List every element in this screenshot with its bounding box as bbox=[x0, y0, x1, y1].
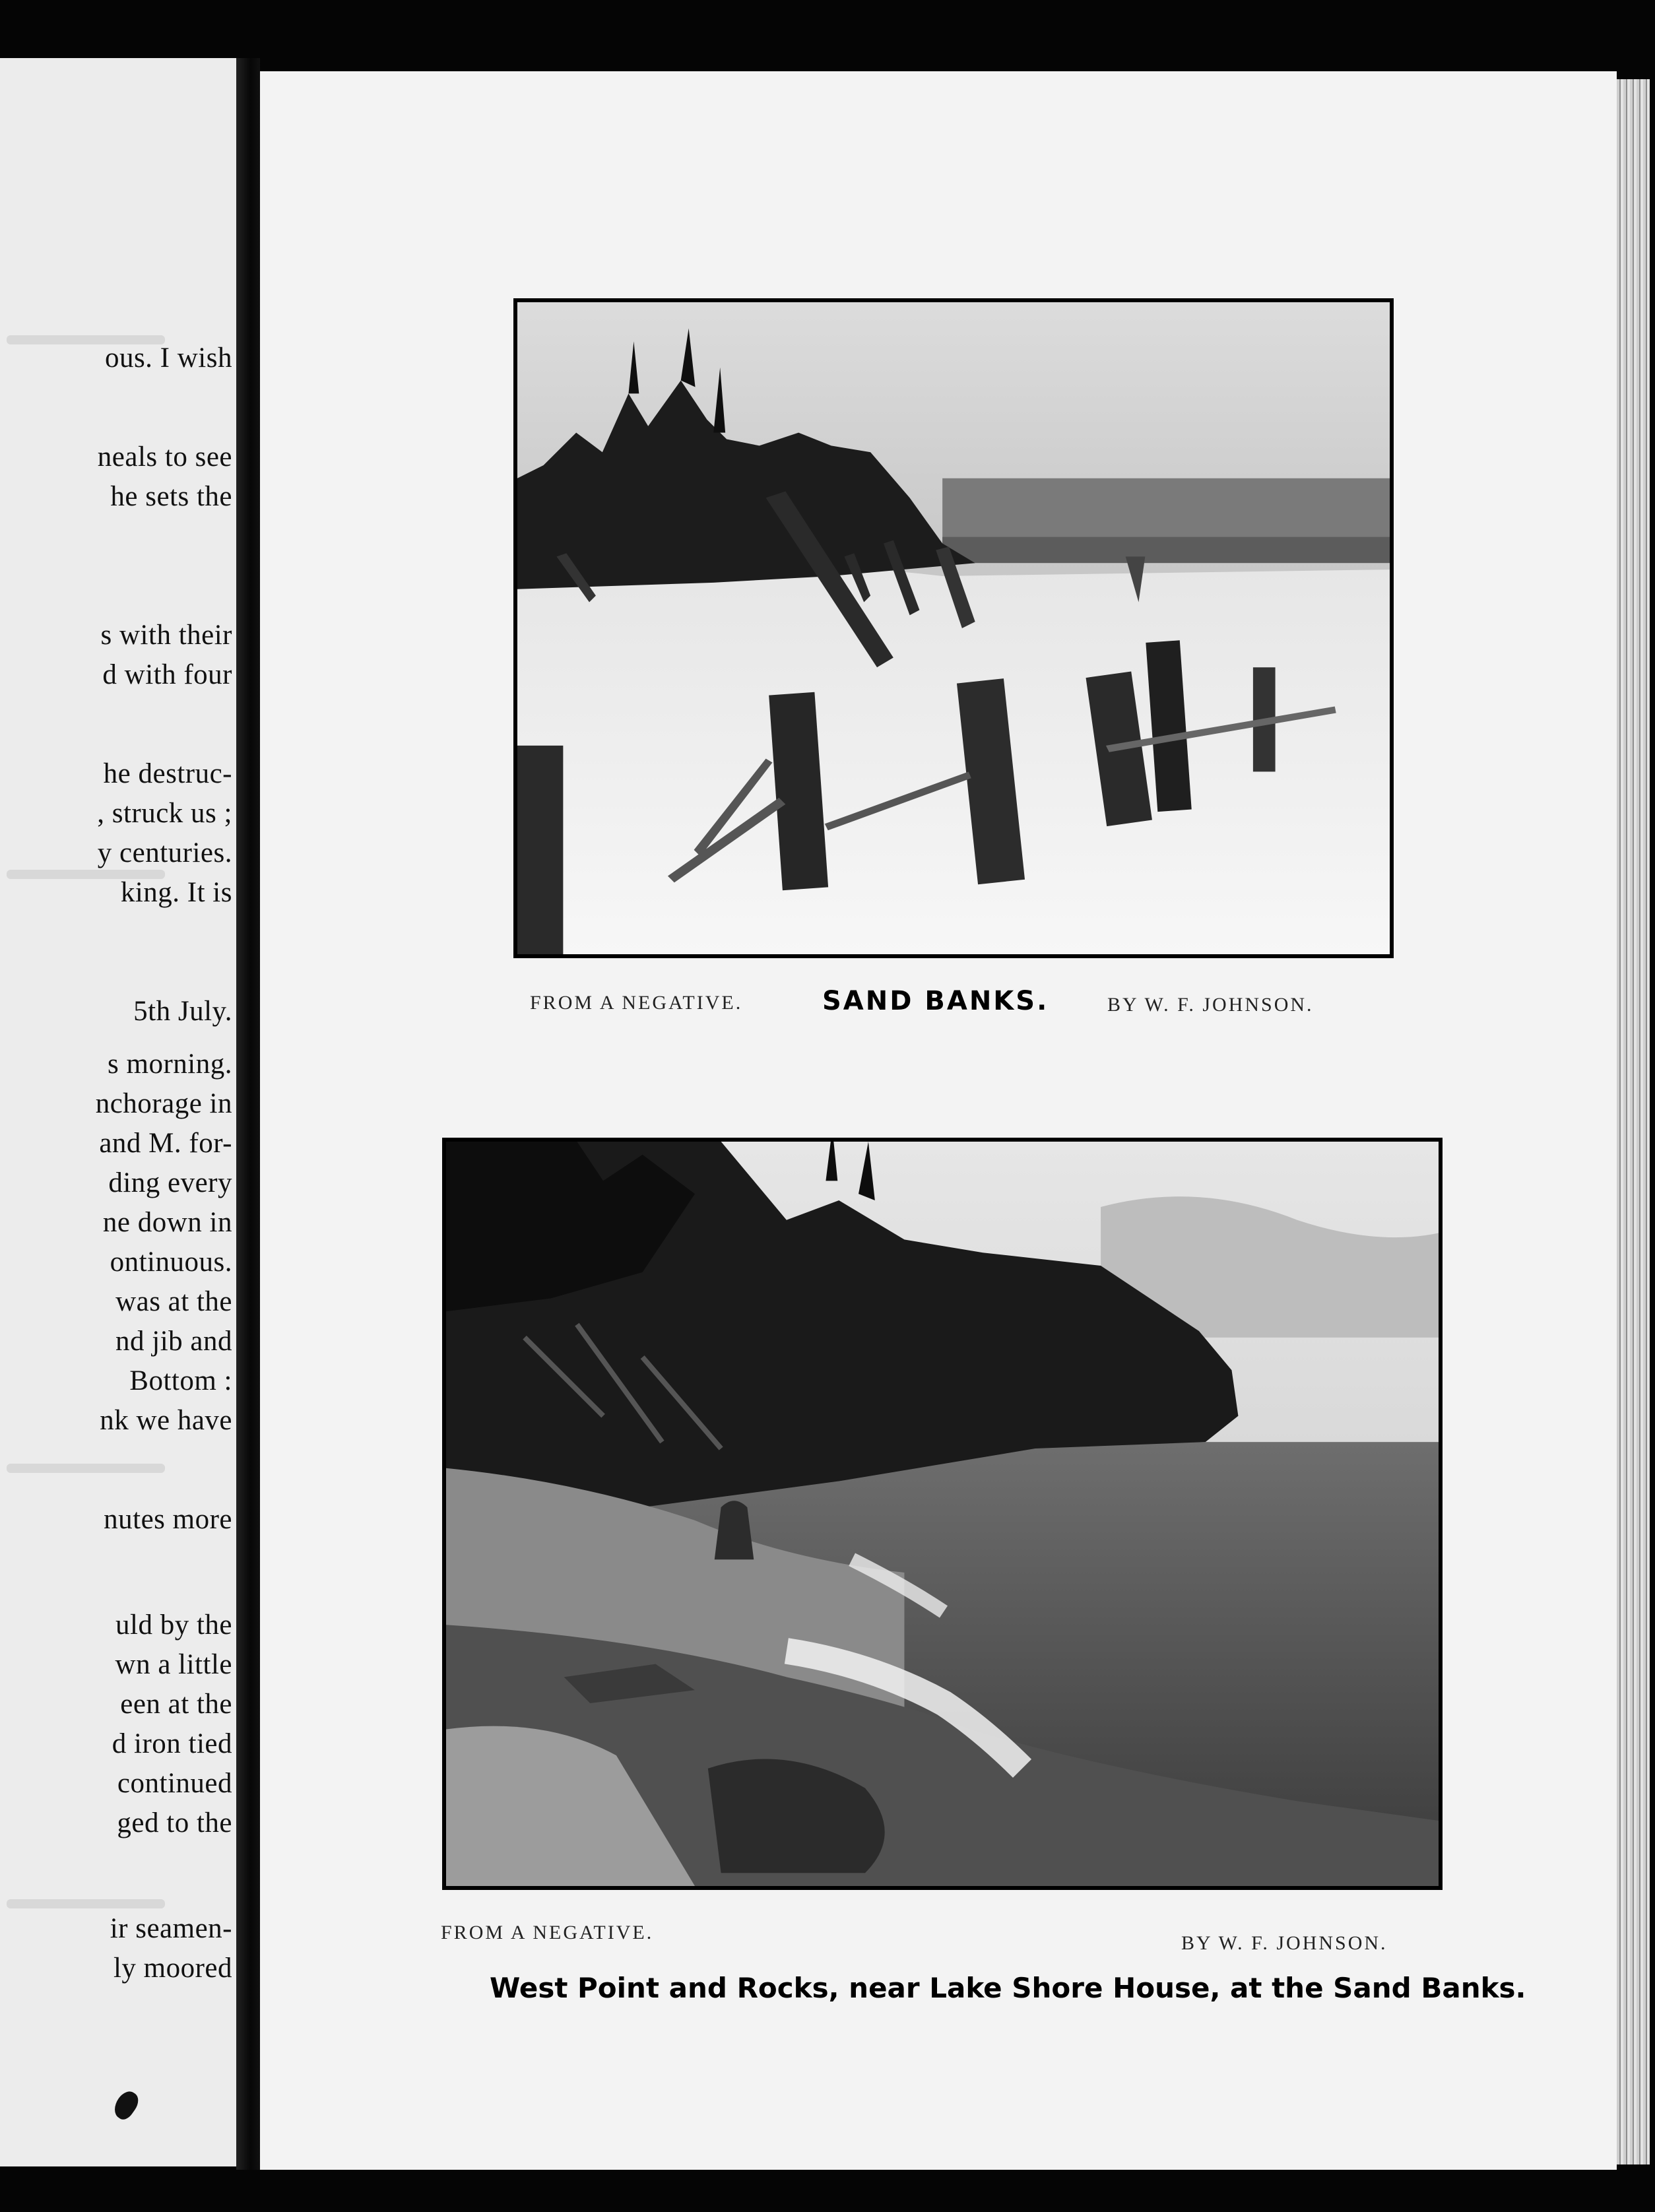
left-page-text-line: s with their bbox=[100, 620, 232, 651]
left-page-text-line: he sets the bbox=[110, 481, 232, 512]
faint-text bbox=[7, 1464, 165, 1473]
left-page-text-line: ontinuous. bbox=[110, 1247, 232, 1278]
bottom-photo-title: West Point and Rocks, near Lake Shore House, at the Sand Banks. bbox=[490, 1972, 1526, 2004]
left-page-text-line: nutes more bbox=[104, 1504, 232, 1535]
left-page-text-line: continued bbox=[117, 1768, 232, 1799]
top-photo-credit-left: FROM A NEGATIVE. bbox=[530, 992, 743, 1014]
left-page-text-line: y centuries. bbox=[97, 837, 232, 868]
left-page-text-line: nchorage in bbox=[95, 1088, 232, 1119]
sand-banks-photo bbox=[513, 298, 1394, 958]
left-page-text-line: Bottom : bbox=[129, 1365, 232, 1396]
left-page-text-line: ged to the bbox=[117, 1807, 232, 1838]
bottom-photo-credit-right: BY W. F. JOHNSON. bbox=[1181, 1932, 1388, 1954]
left-page-text-line: d iron tied bbox=[112, 1728, 232, 1759]
left-page-text-line: wn a little bbox=[115, 1649, 232, 1680]
left-page bbox=[0, 58, 240, 2166]
book-gutter bbox=[236, 58, 260, 2170]
left-page-text-line: een at the bbox=[120, 1689, 232, 1720]
left-page-text-line: , struck us ; bbox=[97, 798, 232, 829]
top-photo-title: SAND BANKS. bbox=[822, 986, 1049, 1016]
left-page-text-line: uld by the bbox=[115, 1610, 232, 1641]
left-page-text-line: s morning. bbox=[108, 1049, 232, 1080]
left-page-text-line: 5th July. bbox=[133, 996, 232, 1027]
left-page-text-line: ous. I wish bbox=[104, 342, 232, 374]
west-point-photo bbox=[442, 1138, 1443, 1890]
left-page-text-line: ne down in bbox=[102, 1207, 232, 1238]
page-edges bbox=[1617, 79, 1650, 2164]
left-page-text-line: nd jib and bbox=[115, 1326, 232, 1357]
bottom-photo-credit-left: FROM A NEGATIVE. bbox=[441, 1922, 654, 1943]
left-page-text-line: neals to see bbox=[97, 441, 232, 472]
left-page-text-line: ir seamen- bbox=[110, 1913, 232, 1944]
top-photo-credit-right: BY W. F. JOHNSON. bbox=[1107, 994, 1314, 1016]
left-page-text-line: nk we have bbox=[100, 1405, 232, 1436]
left-page-text-line: was at the bbox=[115, 1286, 232, 1317]
left-page-text-line: ly moored bbox=[113, 1953, 232, 1984]
left-page-text-line: and M. for- bbox=[99, 1128, 232, 1159]
faint-text bbox=[7, 1899, 165, 1908]
left-page-text-line: he destruc- bbox=[103, 758, 232, 789]
left-page-text-line: d with four bbox=[102, 659, 232, 690]
ink-blot bbox=[110, 2087, 143, 2122]
left-page-text-line: ding every bbox=[108, 1167, 232, 1198]
left-page-text-line: king. It is bbox=[120, 877, 232, 908]
